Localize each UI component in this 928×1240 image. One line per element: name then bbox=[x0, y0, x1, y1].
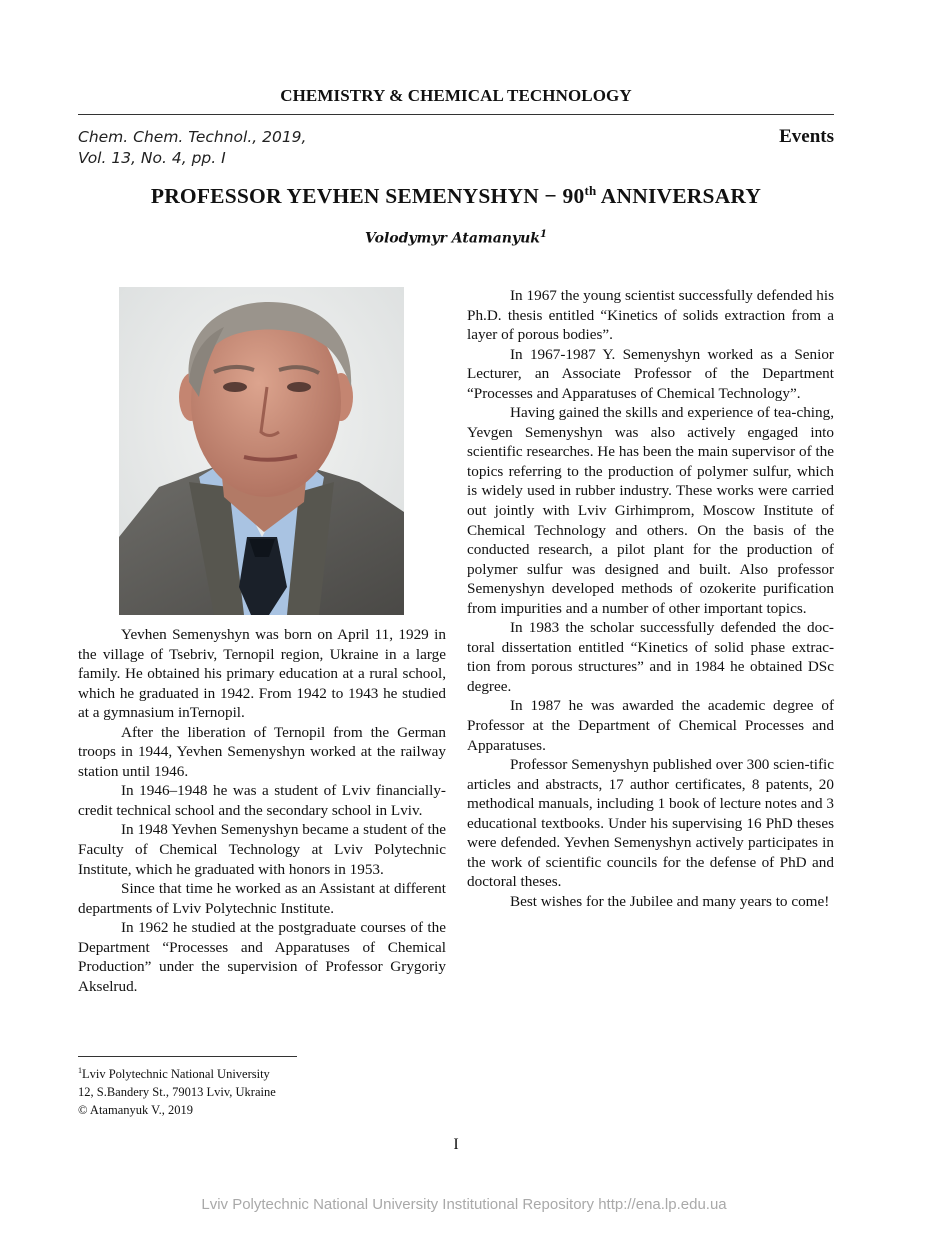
paragraph: In 1983 the scholar successfully defended the doc-toral dissertation entitled “Kinetics of solid phase extrac-tion from porous structures” and in 1984 he obtained DSc degree. bbox=[467, 619, 834, 695]
footnote-affiliation bbox=[78, 1062, 276, 1083]
paragraph: Since that time he worked as an Assistant at different departments of Lviv Polytechnic Institute. bbox=[78, 880, 446, 917]
left-column-text bbox=[78, 625, 446, 996]
article-title-superscript: th bbox=[584, 183, 597, 198]
article-title-main: PROFESSOR YEVHEN SEMENYSHYN − 90 bbox=[150, 184, 585, 208]
right-column-text bbox=[467, 286, 834, 912]
paragraph: In 1987 he was awarded the academic degree of Professor at the Department of Chemical Processes and Apparatuses. bbox=[467, 697, 834, 754]
portrait-photo-icon bbox=[119, 287, 404, 615]
journal-header: CHEMISTRY & CHEMICAL TECHNOLOGY bbox=[280, 86, 632, 105]
citation-line-2: Vol. 13, No. 4, pp. I bbox=[78, 149, 226, 167]
section-label: Events bbox=[779, 126, 834, 147]
paragraph: Best wishes for the Jubilee and many years to come! bbox=[510, 892, 830, 910]
repository-footer: Lviv Polytechnic National University Institutional Repository http://ena.lp.edu.ua bbox=[201, 1196, 727, 1213]
author-name: Volodymyr Atamanyuk bbox=[365, 230, 540, 247]
paragraph: In 1967-1987 Y. Semenyshyn worked as a Senior Lecturer, an Associate Professor of the Department “Processes and Apparatuses of Chemical Technology”. bbox=[467, 345, 834, 402]
header-rule bbox=[78, 114, 834, 115]
citation-line-1: Chem. Chem. Technol., 2019, bbox=[78, 128, 307, 146]
article-title-end: ANNIVERSARY bbox=[596, 184, 762, 208]
paragraph: After the liberation of Ternopil from the German troops in 1944, Yevhen Semenyshyn worked at the railway station until 1946. bbox=[78, 723, 446, 780]
footnote-copyright: © Atamanyuk V., 2019 bbox=[78, 1103, 193, 1117]
paragraph: In 1967 the young scientist successfully defended his Ph.D. thesis entitled “Kinetics of solids extraction from a layer of porous bodies”. bbox=[467, 287, 834, 344]
footnote-affiliation-text: Lviv Polytechnic National University bbox=[82, 1067, 270, 1081]
article-title bbox=[78, 183, 834, 209]
paragraph: Professor Semenyshyn published over 300 scien-tific articles and abstracts, 17 author certificates, 8 patents, 20 methodical manuals, including 1 book of lecture notes and 3 educational textbooks. Under his supervising 16 PhD theses were defended. Yevhen Semenyshyn actively participates in the work of scientific councils for the defense of PhD and doctoral theses. bbox=[467, 756, 834, 891]
paragraph: Having gained the skills and experience of tea-ching, Yevgen Semenyshyn was also actively engaged into scientific researches. He has been the main supervisor of the topics referring to the production of polymer sulfur, which is widely used in rubber industry. These works were carried out jointly with Lviv Girhimprom, Moscow Institute of Chemical Technology and others. On the basis of the conducted research, a pilot plant for the production of polymer sulfur was designed and built. Also professor Semenyshyn developed methods of ozokerite purification from impurities and a number of other important topics. bbox=[467, 404, 834, 617]
footnote bbox=[78, 1062, 276, 1119]
footnote-rule bbox=[78, 1056, 297, 1057]
page-number: I bbox=[453, 1136, 459, 1153]
footnote-address: 12, S.Bandery St., 79013 Lviv, Ukraine bbox=[78, 1085, 276, 1099]
paragraph: In 1962 he studied at the postgraduate courses of the Department “Processes and Apparatuses of Chemical Production” under the supervision of Professor Grygoriy Akselrud. bbox=[78, 919, 446, 995]
journal-citation bbox=[78, 127, 306, 169]
paragraph: Yevhen Semenyshyn was born on April 11, 1929 in the village of Tsebriv, Ternopil region, Ukraine in a large family. He obtained his primary education at a rural school, which he graduated in 1942. From 1942 to 1943 he studied at a gymnasium inTernopil. bbox=[78, 626, 446, 722]
article-author bbox=[78, 229, 834, 247]
footnote-marker: 1 bbox=[78, 1066, 82, 1075]
paragraph: In 1948 Yevhen Semenyshyn became a student of the Faculty of Chemical Technology at Lviv Polytechnic Institute, which he graduated with honors in 1953. bbox=[78, 821, 446, 878]
portrait-photo bbox=[119, 287, 404, 615]
paragraph: In 1946–1948 he was a student of Lviv financially-credit technical school and the secondary school in Lviv. bbox=[78, 782, 446, 819]
author-footnote-marker: 1 bbox=[539, 229, 547, 240]
